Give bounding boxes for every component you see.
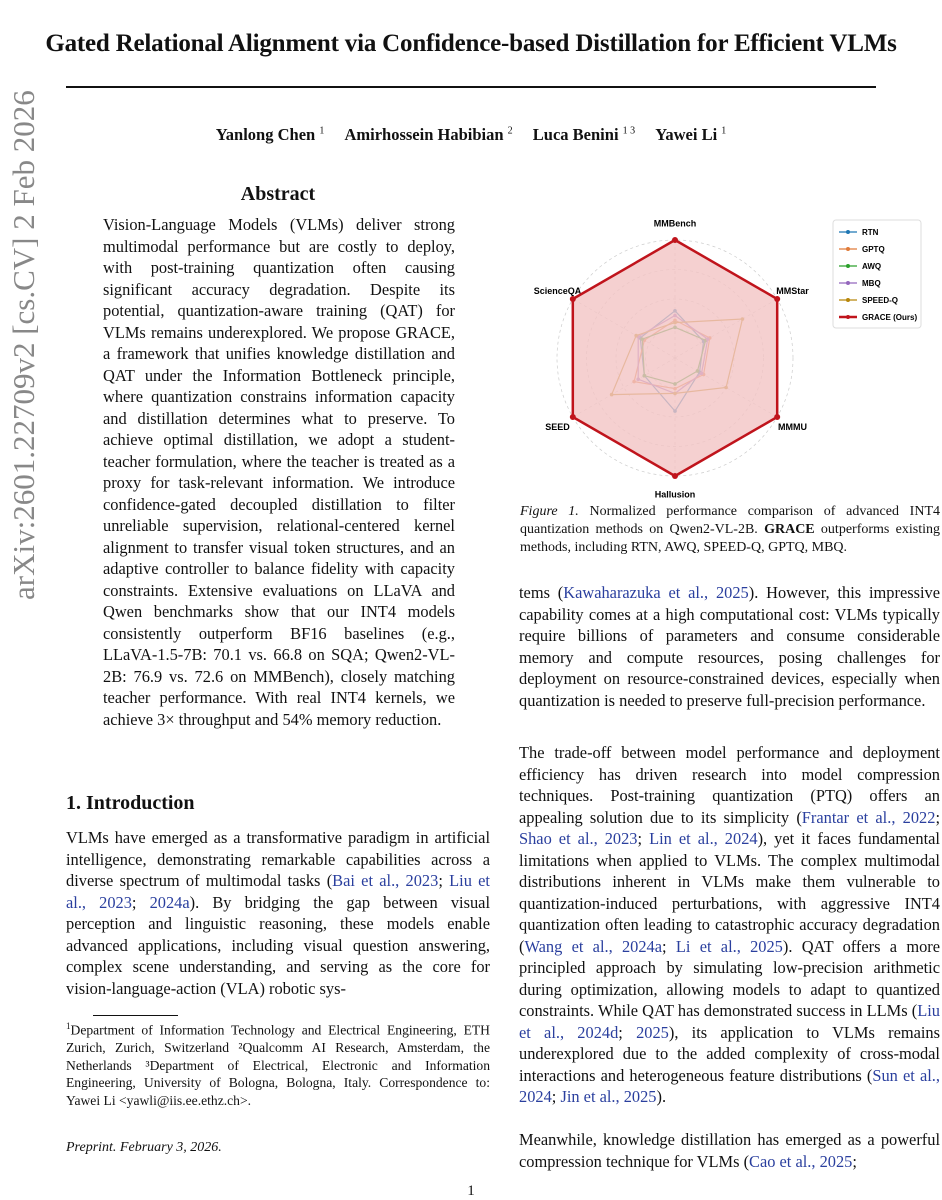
abstract-text: Vision-Language Models (VLMs) deliver strong multimodal performance but are costly to deploy, with post-training quantization often causing significant accuracy degradation. Despite its potential, quantization-aware training (QAT) for VLMs remains underexplored. We propose GRACE, a framework that unifies knowledge distillation and QAT under the Information Bottleneck principle, where quantization constrains information capacity and distillation determines what to preserve. To achieve optimal distillation, we adopt a student-teacher formulation, where the teacher is treated as a proxy for task-relevant information. We introduce confidence-gated decoupled distillation to filter unreliable supervision, relational-centered kernel alignment to transfer visual token structures, and an adaptive controller to balance fidelity with capacity constraints. Extensive evaluations on LLaVA and Qwen benchmarks show that our INT4 models consistently outperform BF16 baselines (e.g., LLaVA-1.5-7B: 70.1 vs. 66.8 on SQA; Qwen2-VL-2B: 76.9 vs. 72.6 on MMBench), closely matching teacher performance. With real INT4 kernels, we achieve 3× throughput and 54% memory reduction. <box>103 215 455 729</box>
preprint-date: Preprint. February 3, 2026. <box>66 1140 222 1155</box>
citation-link[interactable]: Li et al., 2025 <box>675 936 783 956</box>
right-paragraph-1: tems (Kawaharazuka et al., 2025). However, this impressive capability comes at a high computational cost: VLMs typically require billions of parameters and consume considerable memory and compute resources, posing challenges for deployment on resource-constrained devices, especially when quantization is needed to preserve full-precision performance. <box>519 583 941 710</box>
axis-label: MMBench <box>653 218 697 229</box>
figure-caption: Figure 1. Normalized performance comparison of advanced INT4 quantization methods on Qwen2-VL-2B. GRACE outperforms existing methods, including RTN, AWQ, SPEED-Q, GPTQ, MBQ. <box>520 504 940 555</box>
citation-link[interactable]: Frantar et al., 2022 <box>801 807 936 827</box>
axis-label: ScienceQA <box>533 286 582 297</box>
footnote-divider <box>93 1015 178 1016</box>
legend-entry: SPEED-Q <box>862 296 899 305</box>
affiliation-footnote: $^1$Department of Information Technology and Electrical Engineering, ETH Zurich, Zurich, Switzerland ²Qualcomm AI Research, Amsterdam, the Netherlands ³Department of Electrical, Electronic and Information Engineering, University of Bologna, Bologna, Italy. Correspondence to: Yawei Li <yawli@iis.ee.ethz.ch>. <box>66 1021 490 1108</box>
series-line <box>573 240 777 476</box>
author-list <box>0 125 942 145</box>
title-divider <box>66 86 876 88</box>
legend-entry: GPTQ <box>862 245 885 254</box>
author: Amirhossein Habibian $^2$ <box>344 125 513 144</box>
citation-link[interactable]: 2024a <box>149 892 190 912</box>
axis-label: Hallusion <box>654 489 696 500</box>
citation-link[interactable]: Liu et al., 2024d <box>519 1001 940 1042</box>
right-paragraph-3: Meanwhile, knowledge distillation has emerged as a powerful compression technique for VLMs (Cao et al., 2025; <box>519 1130 940 1171</box>
legend-entry: MBQ <box>862 279 881 288</box>
paper-title: Gated Relational Alignment via Confidence-based Distillation for Efficient VLMs <box>45 30 897 57</box>
author: Yanlong Chen $^1$ <box>215 125 325 144</box>
citation-link[interactable]: Cao et al., 2025 <box>749 1151 853 1171</box>
section-heading-introduction: 1. Introduction <box>66 792 195 814</box>
legend-entry: GRACE (Ours) <box>862 313 918 322</box>
citation-link[interactable]: Shao et al., 2023 <box>519 829 638 848</box>
citation-link[interactable]: Lin et al., 2024 <box>649 829 758 848</box>
author: Yawei Li $^1$ <box>655 125 727 144</box>
citation-link[interactable]: 2025 <box>636 1022 669 1042</box>
radar-chart-figure <box>505 182 925 500</box>
intro-paragraph: VLMs have emerged as a transformative paradigm in artificial intelligence, demonstrating remarkable capabilities across a diverse spectrum of multimodal tasks (Bai et al., 2023; Liu et al., 2023; 2024a). By bridging the gap between visual perception and linguistic reasoning, these models enable advanced applications, including visual question answering, complex scene understanding, and serving as the core for vision-language-action (VLA) robotic sys- <box>66 828 490 998</box>
right-paragraph-2: The trade-off between model performance and deployment efficiency has driven research into model compression techniques. Post-training quantization (PTQ) offers an appealing solution due to its simplicity (Frantar et al., 2022; Shao et al., 2023; Lin et al., 2024), yet it faces fundamental limitations when applied to VLMs. The complex multimodal distributions inherent in VLMs make them vulnerable to quantization-induced perturbations, with aggressive INT4 quantization often leading to catastrophic accuracy degradation (Wang et al., 2024a; Li et al., 2025). QAT offers a more principled approach by simulating low-precision arithmetic during optimization, allowing models to adapt to quantized constraints. While QAT has demonstrated success in LLMs (Liu et al., 2024d; 2025), its application to VLMs remains underexplored due to the added complexity of cross-modal interactions and heterogeneous feature distributions (Sun et al., 2024; Jin et al., 2025). <box>519 743 940 1106</box>
legend-entry: RTN <box>862 228 879 237</box>
axis-label: MMMU <box>778 421 808 432</box>
citation-link[interactable]: Bai et al., 2023 <box>332 871 439 890</box>
author: Luca Benini $^{1 3}$ <box>532 125 636 144</box>
citation-link[interactable]: Liu et al., 2023 <box>66 871 490 912</box>
citation-link[interactable]: Kawaharazuka et al., 2025 <box>563 583 749 602</box>
legend-entry: AWQ <box>862 262 882 271</box>
citation-link[interactable]: Wang et al., 2024a <box>524 936 663 956</box>
abstract-heading: Abstract <box>240 183 316 205</box>
page-number: 1 <box>467 1183 475 1199</box>
radar-chart <box>505 182 925 500</box>
citation-link[interactable]: Sun et al., 2024 <box>519 1065 940 1106</box>
citation-link[interactable]: Jin et al., 2025 <box>560 1087 657 1106</box>
axis-label: SEED <box>545 421 570 432</box>
arxiv-stamp: arXiv:2601.22709v2 [cs.CV] 2 Feb 2026 <box>6 90 41 600</box>
axis-label: MMStar <box>776 286 809 297</box>
